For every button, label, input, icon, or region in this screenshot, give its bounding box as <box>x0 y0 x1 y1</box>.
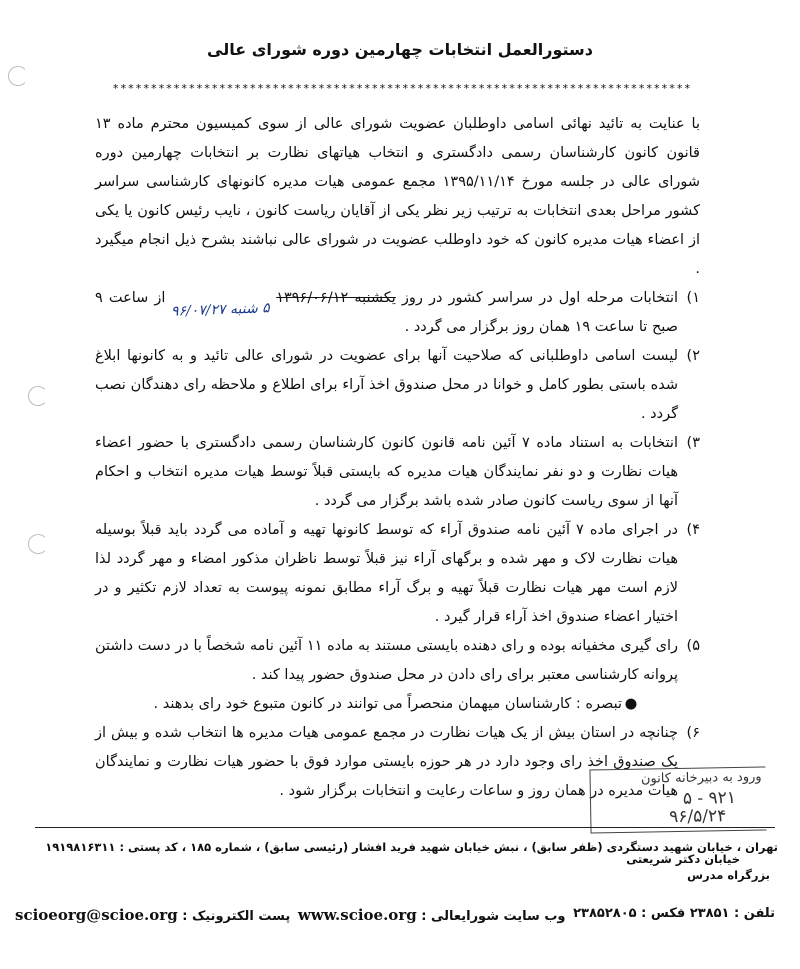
note-text: تبصره : کارشناسان میهمان منحصراً می توانند در کانون متبوع خود رای بدهند . <box>153 696 622 712</box>
footer-divider <box>35 827 775 828</box>
footer-contact <box>15 906 775 924</box>
document-body <box>95 110 700 806</box>
item-text: از ساعت ۹ صبح تا ساعت ۱۹ همان روز برگزار می گردد . <box>95 290 678 335</box>
website-label: وب سایت شورایعالی : <box>421 909 566 924</box>
footer-address: ، خیابان شهید دستگردی (ظفر سابق) ، نبش خیابان شهید فرید افشار (رئیسی سابق) ، شماره ۱۸۵ ، کد پستی : ۱۹۱۹۸۱۶۳۱۱ <box>45 840 742 854</box>
item-text: لیست اسامی داوطلبانی که صلاحیت آنها برای عضویت در شورای عالی تائید و به کانونها ابلاغ شده باستی بطور کامل و خوانا در محل صندوق اخذ آراء برای اطلاع و ملاحظه رای دهندگان نصب گردد . <box>95 348 678 422</box>
note-item <box>95 690 700 719</box>
bullet-icon: ● <box>624 696 638 712</box>
footer-phone: تلفن : ۲۳۸۵۱ فکس : ۲۳۸۵۲۸۰۵ <box>573 906 775 921</box>
stamp-title: ورود به دبیرخانه کانون <box>640 769 762 787</box>
item-text: چنانچه در استان بیش از یک هیات نظارت در مجمع عمومی هیات مدیره ها انتخاب شده و بیش از یک صندوق اخذ رای وجود دارد در هر حوزه بایستی موارد فوق با حضور هیات نظارت و نمایندگان هیات مدیره در همان روز و ساعات رعایت و انتخابات برگزار شود . <box>95 725 678 799</box>
item-text: در اجرای ماده ۷ آئین نامه صندوق آراء که توسط کانونها تهیه و آماده می گردد باید قبلاً بوسیله هیات نظارت لاک و مهر شده و برگهای آراء نیز قبلاً توسط ناظران مذکور امضاء و مهر گردد لذا لازم است مهر هیات نظارت قبلاً تهیه و برگ آراء مطابق نمونه پیوست به تعداد لازم تکثیر و در اختیار اعضاء صندوق اخذ آراء قرار گیرد . <box>95 522 678 625</box>
binder-hole-mark <box>28 534 48 554</box>
list-item-3 <box>95 429 700 516</box>
item-text: انتخابات به استناد ماده ۷ آئین نامه قانون کانون کارشناسان رسمی دادگستری با حضور اعضاء هیات نظارت و دو نفر نمایندگان هیات مدیره که بایستی قبلاً توسط هیات مدیره انتخاب و احکام آنها از سوی ریاست کانون صادر شده باشد برگزار می گردد . <box>95 435 678 509</box>
footer-street-top: خیابان دکتر شریعتی <box>626 852 740 866</box>
stamp-number: ۹۲۱ - ۵ <box>682 787 737 809</box>
stamp-date: ۹۶/۵/۲۴ <box>669 806 727 828</box>
item-number: ۵) <box>686 638 700 654</box>
list-item-5 <box>95 632 700 690</box>
binder-hole-mark <box>8 66 28 86</box>
intro-paragraph: با عنایت به تائید نهائی اسامی داوطلبان عضویت شورای عالی از سوی کمیسیون محترم ماده ۱۳ قانون کانون کارشناسان رسمی دادگستری و انتخاب هیاتهای نظارت بر انتخابات چهارمین دوره شورای عالی در جلسه مورخ ۱۳۹۵/۱۱/۱۴ مجمع عمومی هیات مدیره کانونهای کارشناسی سراسر کشور مراحل بعدی انتخابات به ترتیب زیر نظر یکی از آقایان ریاست کانون ، نایب رئیس کانون یا یکی از اعضاء هیات مدیره کانون که خود داوطلب عضویت در شورای عالی نباشند بشرح ذیل انجام میگیرد . <box>95 116 700 277</box>
item-text: انتخابات مرحله اول در سراسر کشور در روز <box>401 290 679 306</box>
website-link[interactable]: www.scioe.org <box>297 906 417 924</box>
item-number: ۶) <box>686 725 700 741</box>
footer-city: تهران <box>745 840 778 854</box>
struck-date: یکشنبه ۱۳۹۶/۰۶/۱۲ <box>276 290 396 306</box>
list-item-2 <box>95 342 700 429</box>
receipt-stamp <box>589 766 766 833</box>
binder-hole-mark <box>28 386 48 406</box>
footer-address-line <box>45 840 778 854</box>
list-item-1 <box>95 284 700 342</box>
list-item-4 <box>95 516 700 632</box>
item-text: رای گیری مخفیانه بوده و رای دهنده بایستی مستند به ماده ۱۱ آئین نامه شخصاً با در دست داشتن پروانه کارشناسی معتبر برای رای دادن در محل صندوق حضور پیدا کند . <box>95 638 679 683</box>
email-link[interactable]: scioeorg@scioe.org <box>15 906 178 924</box>
item-number: ۱) <box>686 290 700 306</box>
item-number: ۳) <box>686 435 700 451</box>
footer-street-bottom: بزرگراه مدرس <box>687 868 770 882</box>
separator-line: **************************************************************************** <box>112 82 692 95</box>
item-number: ۴) <box>686 522 700 538</box>
email-label: پست الکترونیک : <box>182 909 291 924</box>
document-title: دستورالعمل انتخابات چهارمین دوره شورای عالی <box>207 40 593 59</box>
handwritten-date: ۵ شنبه ۹۶/۰۷/۲۷ <box>171 300 271 320</box>
item-number: ۲) <box>686 348 700 364</box>
